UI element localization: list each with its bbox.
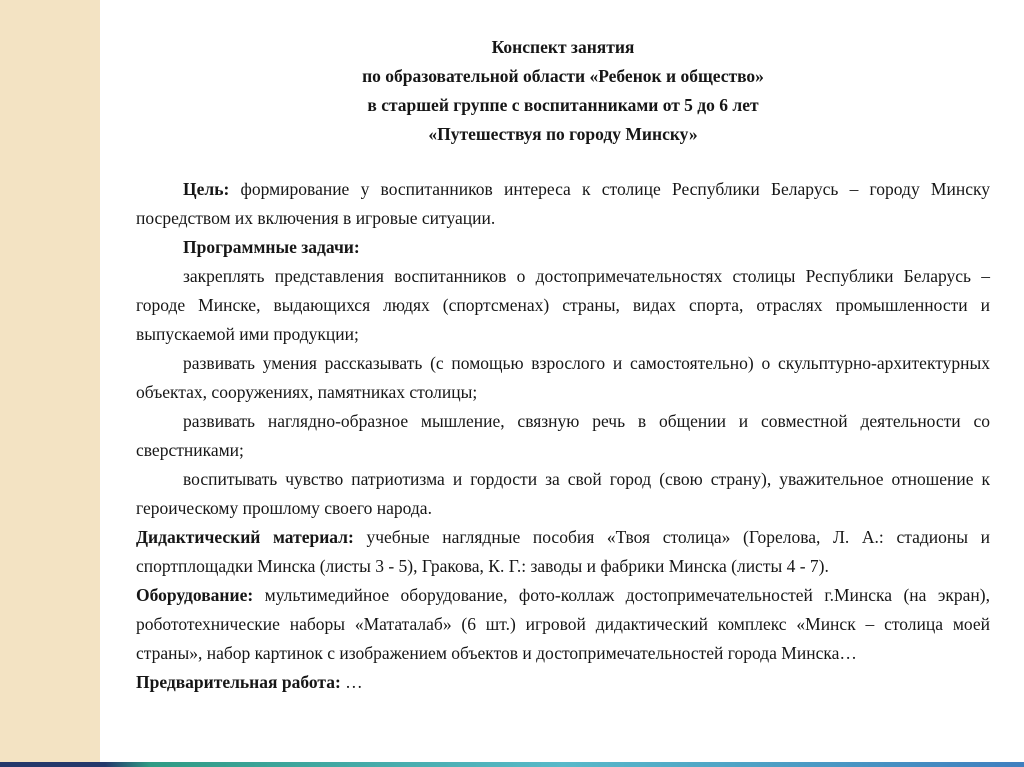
title-line: «Путешествуя по городу Минску» [428,124,698,144]
paragraph-text: воспитывать чувство патриотизма и гордости за свой город (свою страну), уважительное отношение к героическому прошлому своего народа. [136,469,990,518]
paragraph-task-1 [136,262,990,349]
paragraph-text: развивать наглядно-образное мышление, связную речь в общении и совместной деятельности со сверстниками; [136,411,990,460]
paragraph-label: Программные задачи: [183,237,360,257]
bottom-accent-bar [0,762,1024,767]
paragraph-label: Предварительная работа: [136,672,341,692]
slide-content [136,33,990,697]
paragraph-label: Дидактический материал: [136,527,354,547]
title-line: по образовательной области «Ребенок и общество» [362,66,764,86]
paragraph-text: учебные наглядные пособия «Твоя столица» (Горелова, Л. А.: стадионы и спортплощадки Минска (листы 3 - 5), Гракова, К. Г.: заводы и фабрики Минска (листы 4 - 7). [136,527,990,576]
paragraph-equipment [136,581,990,668]
paragraph-text: … [340,672,363,692]
paragraph-goal [136,175,990,233]
paragraph-didactic-material [136,523,990,581]
paragraph-text: формирование у воспитанников интереса к столице Республики Беларусь – городу Минску посредством их включения в игровые ситуации. [136,179,990,228]
paragraph-text: развивать умения рассказывать (с помощью взрослого и самостоятельно) о скульптурно-архитектурных объектах, сооружениях, памятниках столицы; [136,353,990,402]
paragraph-text: мультимедийное оборудование, фото-коллаж достопримечательностей г.Минска (на экран), робототехнические наборы «Мататалаб» (6 шт.) игровой дидактический комплекс «Минск – столица моей страны», набор картинок с изображением объектов и достопримечательностей города Минска… [136,585,990,663]
paragraph-label: Цель: [183,179,230,199]
paragraph-preliminary-work [136,668,990,697]
paragraph-text: закреплять представления воспитанников о достопримечательностях столицы Республики Беларусь – городе Минске, выдающихся людях (спортсменах) страны, видах спорта, отраслях промышленности и выпускаемой ими продукции; [136,266,990,344]
title-line: Конспект занятия [491,37,635,57]
paragraph-task-2 [136,349,990,407]
slide-title [136,33,990,149]
paragraph-task-4 [136,465,990,523]
paragraph-task-3 [136,407,990,465]
paragraph-tasks-heading [136,233,990,262]
title-line: в старшей группе с воспитанниками от 5 до 6 лет [367,95,759,115]
slide-body [136,175,990,697]
slide-side-stripe [0,0,100,767]
paragraph-label: Оборудование: [136,585,254,605]
